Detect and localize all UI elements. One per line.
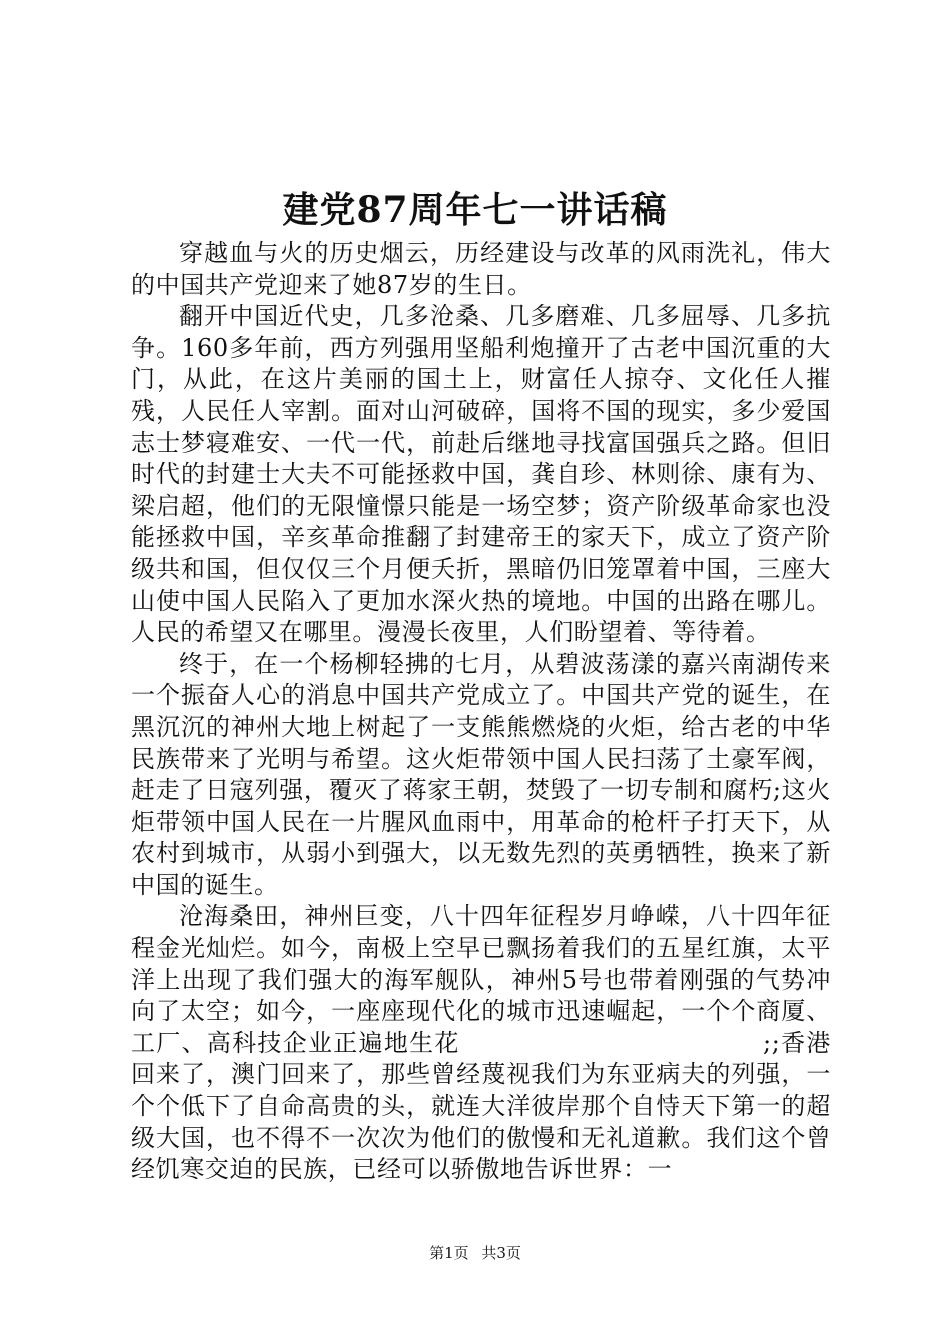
page-footer [0, 1243, 950, 1263]
paragraph-3: 终于，在一个杨柳轻拂的七月，从碧波荡漾的嘉兴南湖传来一个振奋人心的消息中国共产党成立了。中国共产党的诞生，在黑沉沉的神州大地上树起了一支熊熊燃烧的火炬，给古老的中华民族带来了光明与希望。这火炬带领中国人民扫荡了土豪军阀，赶走了日寇列强，覆灭了蒋家王朝，焚毁了一切专制和腐朽;这火炬带领中国人民在一片腥风血雨中，用革命的枪杆子打天下，从农村到城市，从弱小到强大，以无数先烈的英勇牺牲，换来了新中国的诞生。 [131, 649, 831, 899]
page-total: 共3页 [481, 1244, 521, 1262]
document-body [131, 238, 831, 1186]
paragraph-4: 沧海桑田，神州巨变，八十四年征程岁月峥嵘，八十四年征程金光灿烂。如今，南极上空早已飘扬着我们的五星红旗，太平洋上出现了我们强大的海军舰队，神州5号也带着刚强的气势冲向了太空；如今，一座座现代化的城市迅速崛起，一个个商厦、工厂、高科技企业正遍地生花 ;;香港回来了，澳门回来了，那些曾经蔑视我们为东亚病夫的列强，一个个低下了自命高贵的头，就连大洋彼岸那个自恃天下第一的超级大国，也不得不一次次为他们的傲慢和无礼道歉。我们这个曾经饥寒交迫的民族，已经可以骄傲地告诉世界：一 [131, 902, 831, 1184]
paragraph-1: 穿越血与火的历史烟云，历经建设与改革的风雨洗礼，伟大的中国共产党迎来了她87岁的生日。 [131, 239, 831, 299]
paragraph-2: 翻开中国近代史，几多沧桑、几多磨难、几多屈辱、几多抗争。160多年前，西方列强用坚船利炮撞开了古老中国沉重的大门，从此，在这片美丽的国土上，财富任人掠夺、文化任人摧残，人民任人宰割。面对山河破碎，国将不国的现实，多少爱国志士梦寝难安、一代一代，前赴后继地寻找富国强兵之路。但旧时代的封建士大夫不可能拯救中国，龚自珍、林则徐、康有为、梁启超，他们的无限憧憬只能是一场空梦；资产阶级革命家也没能拯救中国，辛亥革命推翻了封建帝王的家天下，成立了资产阶级共和国，但仅仅三个月便夭折，黑暗仍旧笼罩着中国，三座大山使中国人民陷入了更加水深火热的境地。中国的出路在哪儿。人民的希望又在哪里。漫漫长夜里，人们盼望着、等待着。 [131, 302, 831, 647]
page-number: 第1页 [429, 1244, 469, 1262]
document-title: 建党87周年七一讲话稿 [282, 189, 668, 231]
